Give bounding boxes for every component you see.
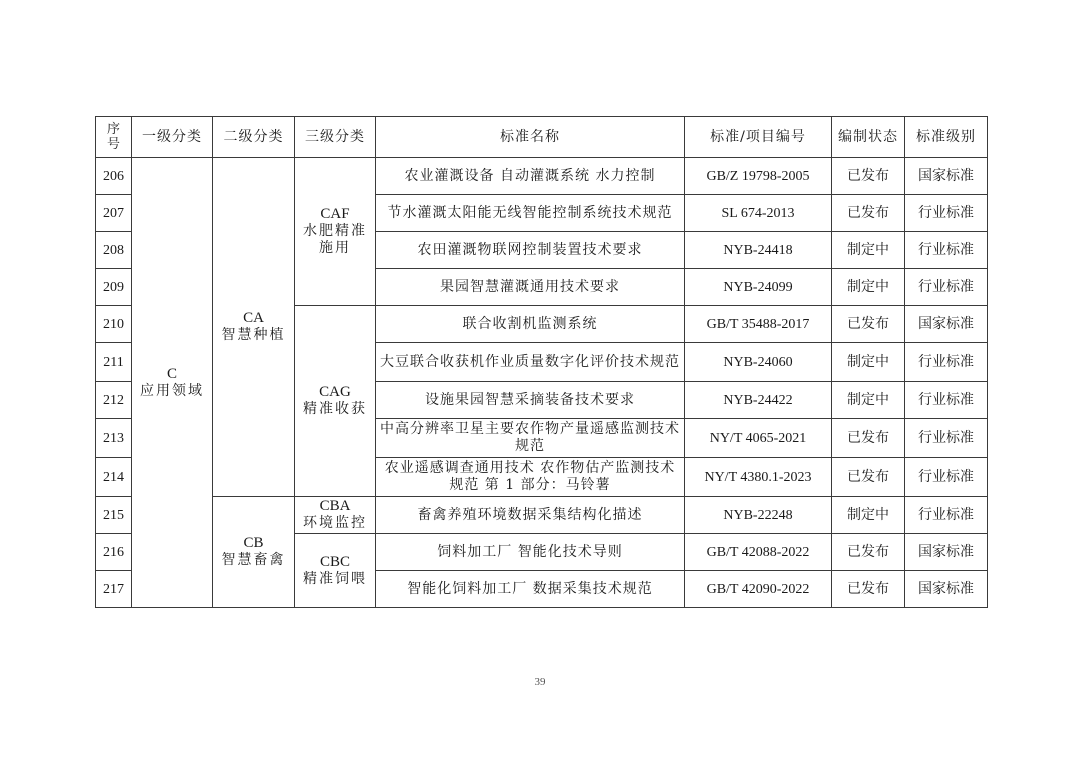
status-cell: 已发布: [832, 419, 905, 458]
standard-code: NY/T 4380.1-2023: [685, 458, 832, 497]
header-status: 编制状态: [832, 117, 905, 158]
row-number: 216: [96, 534, 132, 571]
row-number: 209: [96, 269, 132, 306]
category-name: 智慧种植: [221, 327, 286, 343]
row-number: 210: [96, 306, 132, 343]
status-cell: 已发布: [832, 534, 905, 571]
standard-name: 畜禽养殖环境数据采集结构化描述: [376, 497, 685, 534]
standard-name: 果园智慧灌溉通用技术要求: [376, 269, 685, 306]
status-cell: 制定中: [832, 343, 905, 382]
row-number: 206: [96, 158, 132, 195]
status-cell: 已发布: [832, 571, 905, 608]
status-cell: 已发布: [832, 158, 905, 195]
category-name: 应用领域: [140, 382, 204, 399]
standard-code: NYB-24099: [685, 269, 832, 306]
category-level3-cbc: [295, 534, 376, 608]
header-name: 标准名称: [376, 117, 685, 158]
header-grade: 标准级别: [905, 117, 988, 158]
category-name: 环境监控: [303, 515, 367, 531]
table-row: [96, 158, 988, 195]
standard-code: SL 674-2013: [685, 195, 832, 232]
row-number: 207: [96, 195, 132, 232]
grade-cell: 行业标准: [905, 497, 988, 534]
row-number: 212: [96, 382, 132, 419]
standard-name: 农业遥感调查通用技术 农作物估产监测技术规范 第 1 部分：马铃薯: [376, 458, 685, 497]
row-number: 215: [96, 497, 132, 534]
category-name: 精准收获: [303, 401, 367, 417]
category-name: 施用: [319, 240, 351, 256]
category-code: CA: [243, 310, 264, 326]
category-level3-cba: [295, 497, 376, 534]
standard-code: NYB-24422: [685, 382, 832, 419]
standard-code: NYB-22248: [685, 497, 832, 534]
category-code: CAG: [319, 384, 351, 400]
category-level2-cb: [213, 497, 295, 608]
status-cell: 制定中: [832, 269, 905, 306]
category-code: CBC: [319, 553, 350, 570]
standard-code: NYB-24060: [685, 343, 832, 382]
category-name: 智慧畜禽: [221, 552, 286, 568]
category-name: 水肥精准: [303, 223, 367, 239]
status-cell: 已发布: [832, 458, 905, 497]
grade-cell: 行业标准: [905, 458, 988, 497]
category-code: CBA: [319, 498, 351, 514]
grade-cell: 国家标准: [905, 534, 988, 571]
category-level3-caf: [295, 158, 376, 306]
standard-name: 饲料加工厂 智能化技术导则: [376, 534, 685, 571]
row-number: 214: [96, 458, 132, 497]
grade-cell: 行业标准: [905, 343, 988, 382]
standard-code: NYB-24418: [685, 232, 832, 269]
grade-cell: 行业标准: [905, 382, 988, 419]
grade-cell: 国家标准: [905, 306, 988, 343]
row-number: 211: [96, 343, 132, 382]
header-code: 标准/项目编号: [685, 117, 832, 158]
status-cell: 制定中: [832, 497, 905, 534]
standard-name: 农业灌溉设备 自动灌溉系统 水力控制: [376, 158, 685, 195]
header-seq: 序号: [96, 117, 132, 158]
category-level3-cag: [295, 306, 376, 497]
category-name: 精准饲喂: [303, 570, 367, 587]
page-number: 39: [534, 676, 546, 688]
grade-cell: 行业标准: [905, 269, 988, 306]
category-code: CB: [243, 535, 264, 551]
grade-cell: 行业标准: [905, 195, 988, 232]
standard-name: 设施果园智慧采摘装备技术要求: [376, 382, 685, 419]
table-row: [96, 497, 988, 534]
category-code: CAF: [320, 206, 350, 222]
standard-code: NY/T 4065-2021: [685, 419, 832, 458]
row-number: 208: [96, 232, 132, 269]
category-level1-c: [132, 158, 213, 608]
standard-name: 中高分辨率卫星主要农作物产量遥感监测技术规范: [376, 419, 685, 458]
header-level2: 二级分类: [213, 117, 295, 158]
header-level3: 三级分类: [295, 117, 376, 158]
standard-code: GB/T 35488-2017: [685, 306, 832, 343]
status-cell: 制定中: [832, 232, 905, 269]
standard-name: 联合收割机监测系统: [376, 306, 685, 343]
category-level2-ca: [213, 158, 295, 497]
standard-name: 智能化饲料加工厂 数据采集技术规范: [376, 571, 685, 608]
row-number: 217: [96, 571, 132, 608]
standard-name: 大豆联合收获机作业质量数字化评价技术规范: [376, 343, 685, 382]
status-cell: 已发布: [832, 195, 905, 232]
grade-cell: 行业标准: [905, 232, 988, 269]
standard-code: GB/T 42088-2022: [685, 534, 832, 571]
standard-name: 节水灌溉太阳能无线智能控制系统技术规范: [376, 195, 685, 232]
standard-code: GB/T 42090-2022: [685, 571, 832, 608]
status-cell: 制定中: [832, 382, 905, 419]
table-header-row: [96, 117, 988, 158]
grade-cell: 国家标准: [905, 571, 988, 608]
grade-cell: 国家标准: [905, 158, 988, 195]
standards-table: [95, 116, 988, 608]
standard-name: 农田灌溉物联网控制装置技术要求: [376, 232, 685, 269]
category-code: C: [166, 365, 177, 382]
grade-cell: 行业标准: [905, 419, 988, 458]
status-cell: 已发布: [832, 306, 905, 343]
header-level1: 一级分类: [132, 117, 213, 158]
row-number: 213: [96, 419, 132, 458]
standard-code: GB/Z 19798-2005: [685, 158, 832, 195]
